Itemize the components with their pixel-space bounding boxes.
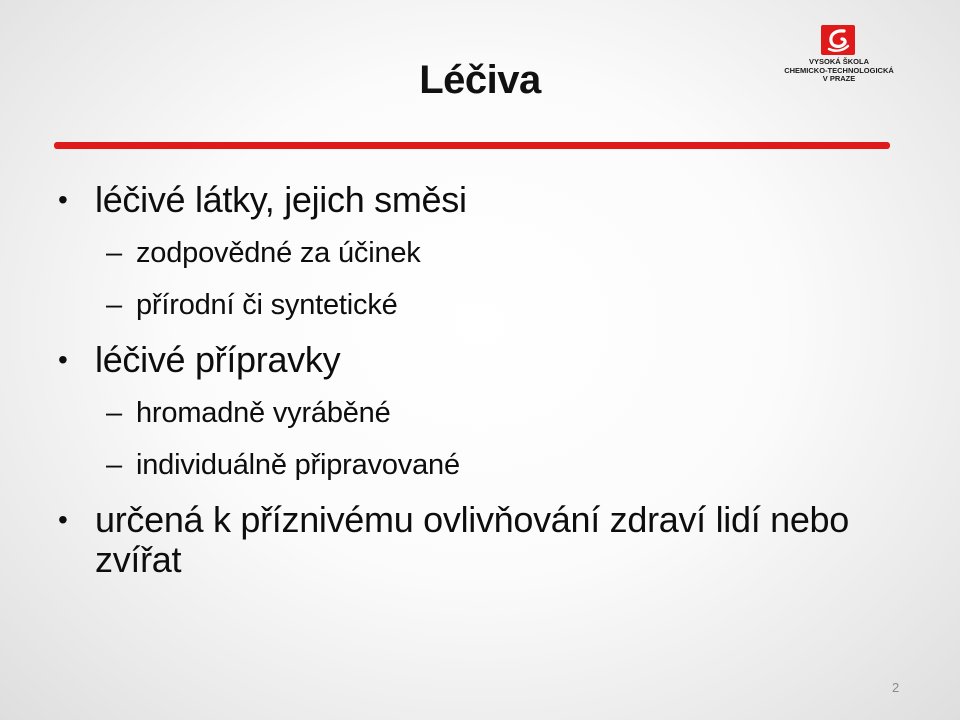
bullet-text: léčivé látky, jejich směsi bbox=[95, 179, 467, 220]
dash-icon: – bbox=[106, 237, 122, 269]
bullet-dot-icon: • bbox=[58, 504, 68, 535]
bullet-item bbox=[58, 500, 855, 580]
bullet-text: léčivé přípravky bbox=[95, 339, 341, 380]
slide-title: Léčiva bbox=[419, 58, 541, 102]
page-number: 2 bbox=[892, 680, 900, 695]
title-divider bbox=[54, 142, 890, 149]
bullet-text: určená k příznivému ovlivňování zdraví lidí nebo zvířat bbox=[95, 499, 849, 580]
bullet-item bbox=[58, 340, 918, 380]
school-logo bbox=[784, 25, 894, 85]
sub-bullet-item bbox=[58, 236, 918, 270]
sub-bullet-text: přírodní či syntetické bbox=[136, 289, 398, 321]
bullet-dot-icon: • bbox=[58, 184, 68, 215]
bullet-dot-icon: • bbox=[58, 344, 68, 375]
logo-emblem-icon bbox=[821, 25, 855, 55]
dash-icon: – bbox=[106, 449, 122, 481]
logo-text bbox=[784, 58, 894, 84]
logo-line-2: CHEMICKO-TECHNOLOGICKÁ bbox=[784, 65, 894, 75]
sub-bullet-text: hromadně vyráběné bbox=[136, 397, 391, 429]
bullet-list bbox=[58, 180, 918, 596]
sub-bullet-item bbox=[58, 288, 918, 322]
dash-icon: – bbox=[106, 289, 122, 321]
logo-line-3: V PRAZE bbox=[822, 74, 856, 83]
dash-icon: – bbox=[106, 397, 122, 429]
sub-bullet-text: zodpovědné za účinek bbox=[136, 237, 421, 269]
sub-bullet-text: individuálně připravované bbox=[136, 449, 460, 481]
logo-line-1: VYSOKÁ ŠKOLA bbox=[808, 57, 869, 66]
sub-bullet-item bbox=[58, 448, 918, 482]
sub-bullet-item bbox=[58, 396, 918, 430]
bullet-item bbox=[58, 180, 918, 220]
